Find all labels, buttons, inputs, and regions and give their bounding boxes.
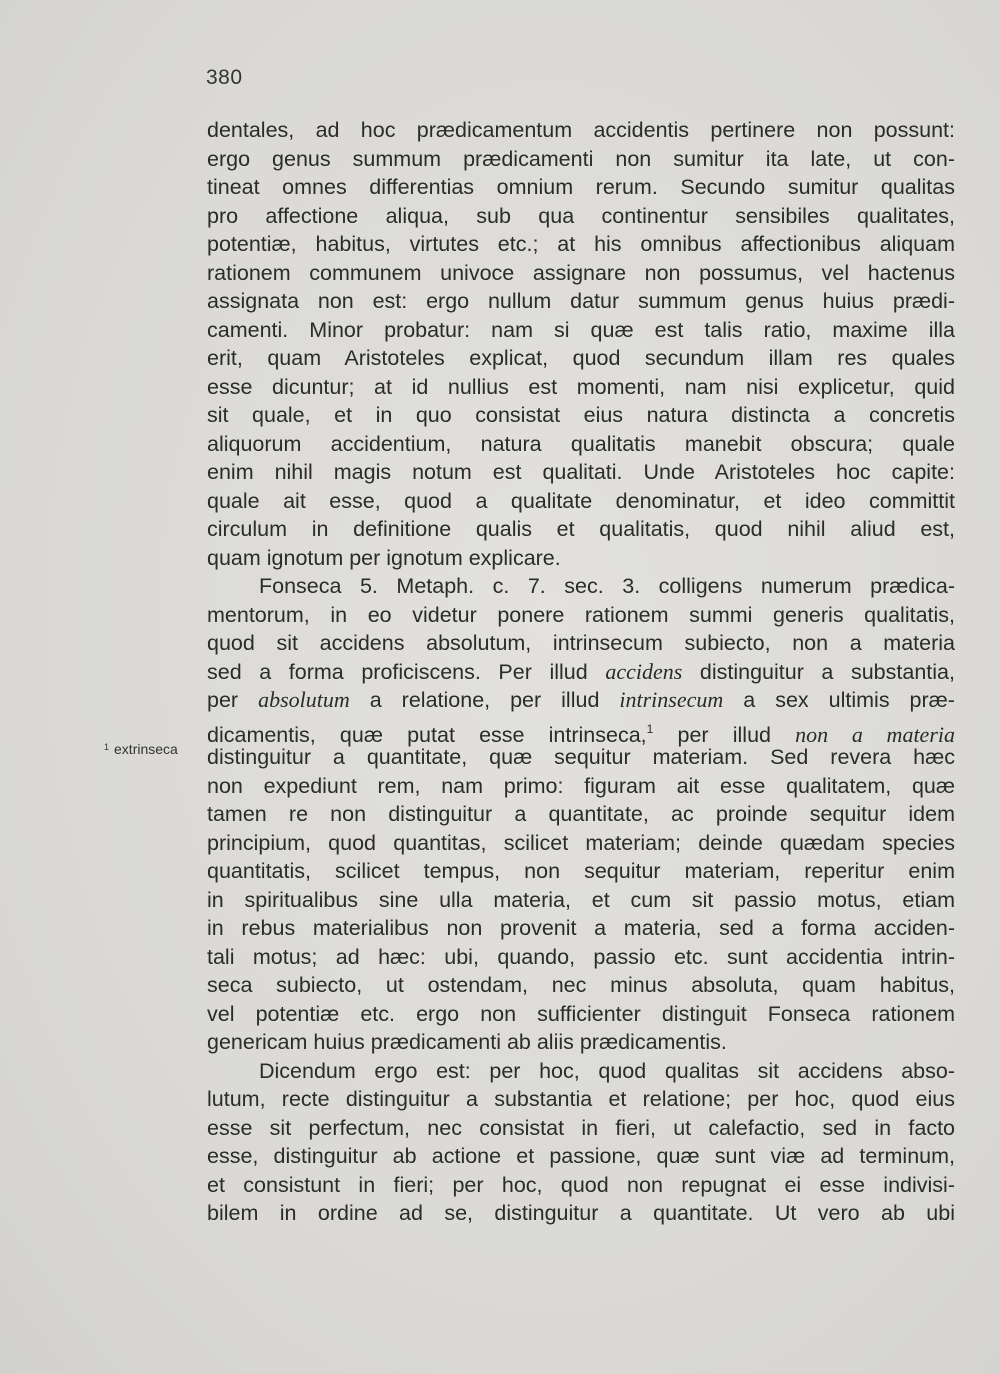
text-line: distinguitur a quantitate, quæ sequitur materiam. Sed revera hæc xyxy=(207,745,955,769)
text-line: tali motus; ad hæc: ubi, quando, passio etc. sunt accidentia intrin- xyxy=(207,944,955,969)
italic-term: non a materia xyxy=(795,721,955,747)
text-line: quod sit accidens absolutum, intrinsecum subiecto, non a materia xyxy=(207,631,955,655)
text-line: quale ait esse, quod a qualitate denominatur, et ideo committit xyxy=(207,488,955,513)
text-line: principium, quod quantitas, scilicet materiam; deinde quædam species xyxy=(207,830,955,855)
margin-note xyxy=(104,741,178,757)
text-line: bilem in ordine ad se, distinguitur a quantitate. Ut vero ab ubi xyxy=(207,1201,955,1225)
text-line: erit, quam Aristoteles explicat, quod secundum illam res quales xyxy=(207,346,955,370)
text-line: lutum, recte distinguitur a substantia et relatione; per hoc, quod eius xyxy=(207,1087,955,1111)
text-line: circulum in definitione qualis et qualitatis, quod nihil aliud est, xyxy=(207,517,955,541)
text-line: et consistunt in fieri; per hoc, quod non repugnat ei esse indivisi- xyxy=(207,1172,955,1197)
text-line: quam ignotum per ignotum explicare. xyxy=(207,545,561,570)
text-line: esse dicuntur; at id nullius est momenti, nam nisi explicetur, quid xyxy=(207,374,955,399)
text-line: in rebus materialibus non provenit a materia, sed a forma acciden- xyxy=(207,916,955,940)
text-line: pro affectione aliqua, sub qua continentur sensibiles qualitates, xyxy=(207,203,955,228)
text-line-composite xyxy=(207,658,955,687)
text-line: non expediunt rem, nam primo: figuram ait esse qualitatem, quæ xyxy=(207,773,955,798)
italic-term: intrinsecum xyxy=(619,687,724,712)
text-line: rationem communem univoce assignare non possumus, vel hactenus xyxy=(207,260,955,285)
text-line: aliquorum accidentium, natura qualitatis manebit obscura; quale xyxy=(207,431,955,456)
text-line: assignata non est: ergo nullum datur summum genus huius prædi- xyxy=(207,289,955,313)
text-line: enim nihil magis notum est qualitati. Unde Aristoteles hoc capite: xyxy=(207,460,955,484)
text-line: Dicendum ergo est: per hoc, quod qualitas sit accidens abso- xyxy=(259,1058,955,1083)
text-segment: Per illud xyxy=(498,659,588,684)
text-segment: dicamentis, quæ putat esse intrinseca, xyxy=(207,722,647,747)
text-segment: per illud xyxy=(677,722,771,747)
text-segment: sed a forma proficiscens. xyxy=(207,659,481,684)
text-line: camenti. Minor probatur: nam si quæ est talis ratio, maxime illa xyxy=(207,317,955,342)
text-line: esse sit perfectum, nec consistat in fieri, ut calefactio, sed in facto xyxy=(207,1115,955,1140)
text-segment: per xyxy=(207,688,239,712)
text-segment: a relatione, per illud xyxy=(369,688,600,712)
italic-term: accidens xyxy=(605,658,683,684)
text-line-composite xyxy=(207,715,955,747)
text-line: sit quale, et in quo consistat eius natura distincta a concretis xyxy=(207,403,955,427)
text-line: tamen re non distinguitur a quantitate, ac proinde sequitur idem xyxy=(207,802,955,826)
text-line: mentorum, in eo videtur ponere rationem summi generis qualitatis, xyxy=(207,602,955,627)
text-line: in spiritualibus sine ulla materia, et cum sit passio motus, etiam xyxy=(207,887,955,912)
text-line: tineat omnes differentias omnium rerum. Secundo sumitur qualitas xyxy=(207,175,955,199)
text-line: esse, distinguitur ab actione et passione, quæ sunt viæ ad terminum, xyxy=(207,1144,955,1168)
text-line: quantitatis, scilicet tempus, non sequitur materiam, reperitur enim xyxy=(207,859,955,883)
text-line: dentales, ad hoc prædicamentum accidentis pertinere non possunt: xyxy=(207,118,955,142)
text-line: Fonseca 5. Metaph. c. 7. sec. 3. colligens numerum prædica- xyxy=(259,574,955,598)
text-line: potentiæ, habitus, virtutes etc.; at his omnibus affectionibus aliquam xyxy=(207,232,955,256)
text-line: seca subiecto, ut ostendam, nec minus absoluta, quam habitus, xyxy=(207,973,955,997)
text-segment: a sex ultimis præ- xyxy=(743,688,955,712)
text-line: vel potentiæ etc. ergo non sufficienter distinguit Fonseca rationem xyxy=(207,1001,955,1026)
text-segment: distinguitur a substantia, xyxy=(699,659,955,684)
italic-term: absolutum xyxy=(258,687,350,712)
text-line: genericam huius prædicamenti ab aliis prædicamentis. xyxy=(207,1030,727,1054)
margin-note-mark: 1 xyxy=(104,742,110,752)
margin-note-text: extrinseca xyxy=(114,741,178,757)
footnote-ref: 1 xyxy=(646,721,654,736)
body-text xyxy=(207,116,955,1228)
text-line-composite xyxy=(207,686,955,715)
page-number: 380 xyxy=(206,66,243,89)
text-line: ergo genus summum prædicamenti non sumitur ita late, ut con- xyxy=(207,146,955,171)
